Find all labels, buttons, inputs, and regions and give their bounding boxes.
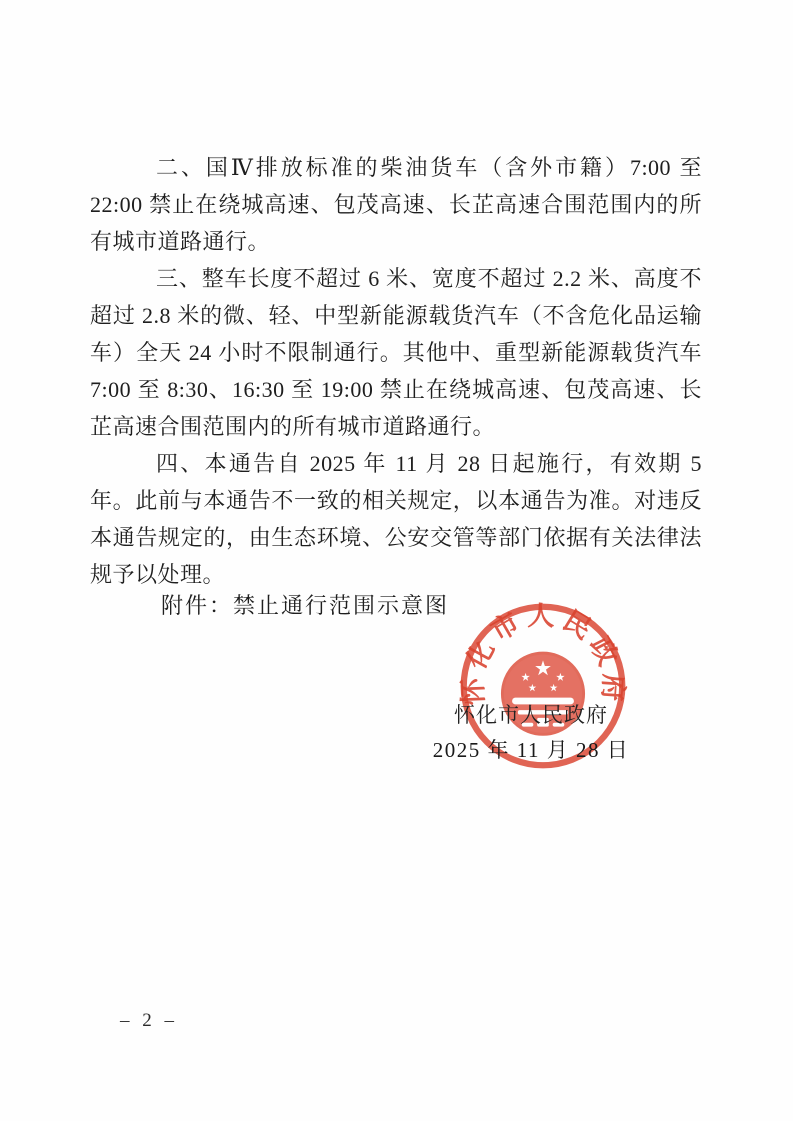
seal-arc-text: 怀化市人民政府	[457, 600, 629, 708]
issue-date: 2025 年 11 月 28 日	[432, 738, 630, 762]
signature-block	[403, 703, 659, 762]
paragraph-item-2: 二、国Ⅳ排放标准的柴油货车（含外市籍）7:00 至 22:00 禁止在绕城高速、包茂高速、长芷高速合围范围内的所有城市道路通行。	[90, 155, 702, 254]
issuer-name: 怀化市人民政府	[454, 703, 608, 727]
page-number: – 2 –	[120, 1010, 178, 1031]
attachment-line: 附件：禁止通行范围示意图	[161, 593, 450, 618]
paragraph-item-4: 四、本通告自 2025 年 11 月 28 日起施行，有效期 5 年。此前与本通告不一致的相关规定，以本通告为准。对违反本通告规定的，由生态环境、公安交管等部门依据有关法律法规予以处理。	[90, 451, 702, 587]
paragraph-item-3: 三、整车长度不超过 6 米、宽度不超过 2.2 米、高度不超过 2.8 米的微、轻、中型新能源载货汽车（不含危化品运输车）全天 24 小时不限制通行。其他中、重型新能源载货汽车 7:00 至 8:30、16:30 至 19:00 禁止在绕城高速、包茂高速、长芷高速合围范围内的所有城市道路通行。	[90, 266, 702, 439]
notice-body	[90, 149, 702, 593]
